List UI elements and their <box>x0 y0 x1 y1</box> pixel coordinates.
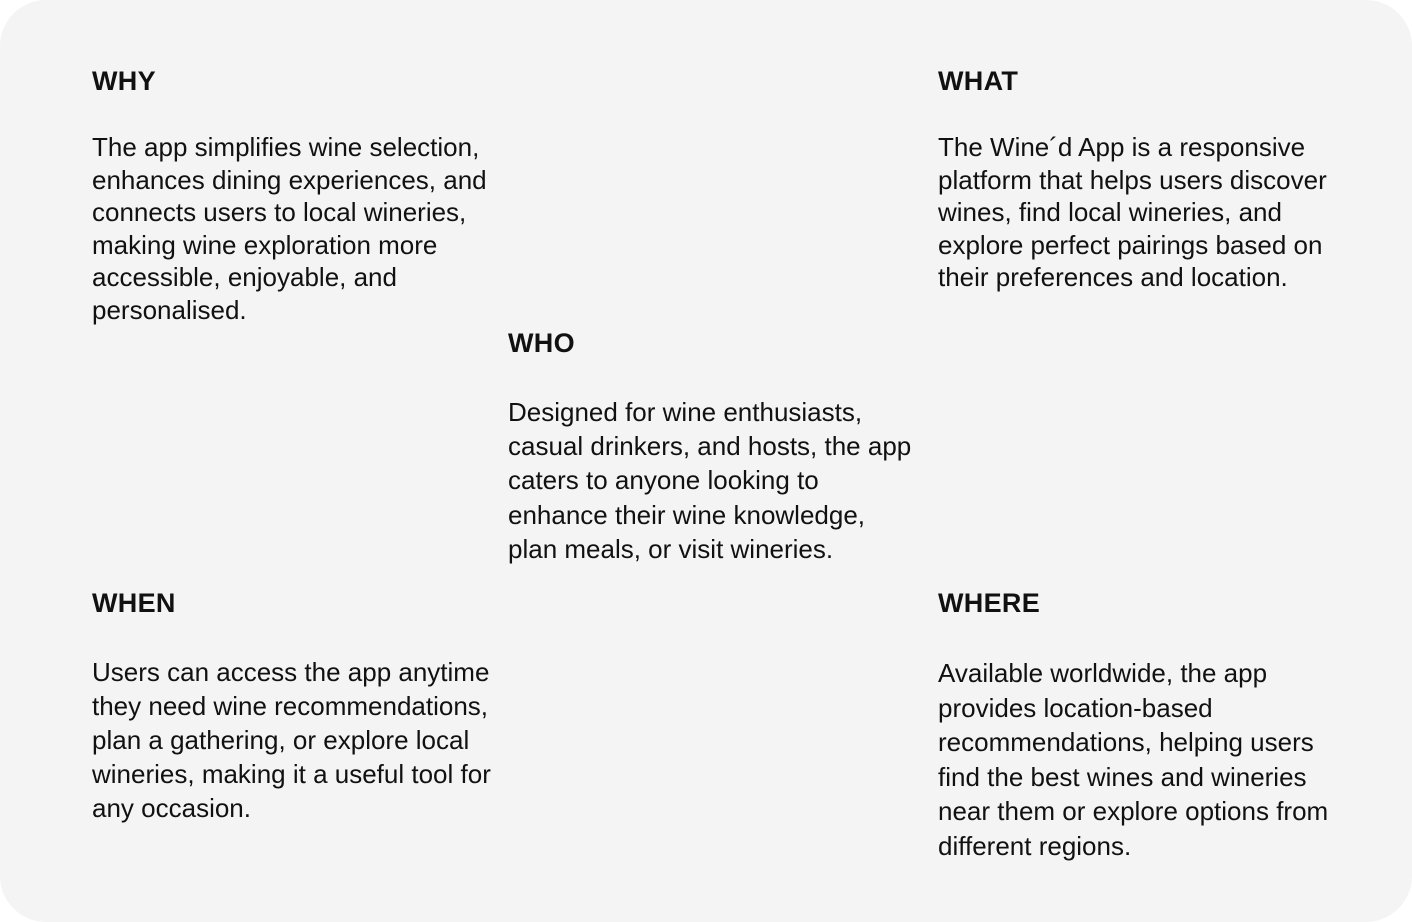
who-heading: WHO <box>508 328 575 358</box>
where-section <box>938 588 1358 864</box>
what-body: The Wine´d App is a responsive platform that helps users discover wines, find local wineries, and explore perfect pairings based on their preferences and location. <box>938 132 1327 293</box>
who-body: Designed for wine enthusiasts, casual drinkers, and hosts, the app caters to anyone looking to enhance their wine knowledge, plan meals, or visit wineries. <box>508 397 912 564</box>
who-section <box>508 328 918 566</box>
where-heading: WHERE <box>938 588 1040 618</box>
where-body: Available worldwide, the app provides location-based recommendations, helping users find the best wines and wineries near them or explore options from different regions. <box>938 658 1329 861</box>
what-heading: WHAT <box>938 66 1019 96</box>
what-section <box>938 66 1338 294</box>
when-heading: WHEN <box>92 588 176 618</box>
why-body: The app simplifies wine selection, enhances dining experiences, and connects users to local wineries, making wine exploration more accessible, enjoyable, and personalised. <box>92 132 487 325</box>
why-section <box>92 66 522 327</box>
when-section <box>92 588 492 825</box>
why-heading: WHY <box>92 66 156 96</box>
when-body: Users can access the app anytime they need wine recommendations, plan a gathering, or explore local wineries, making it a useful tool for any occasion. <box>92 657 491 823</box>
